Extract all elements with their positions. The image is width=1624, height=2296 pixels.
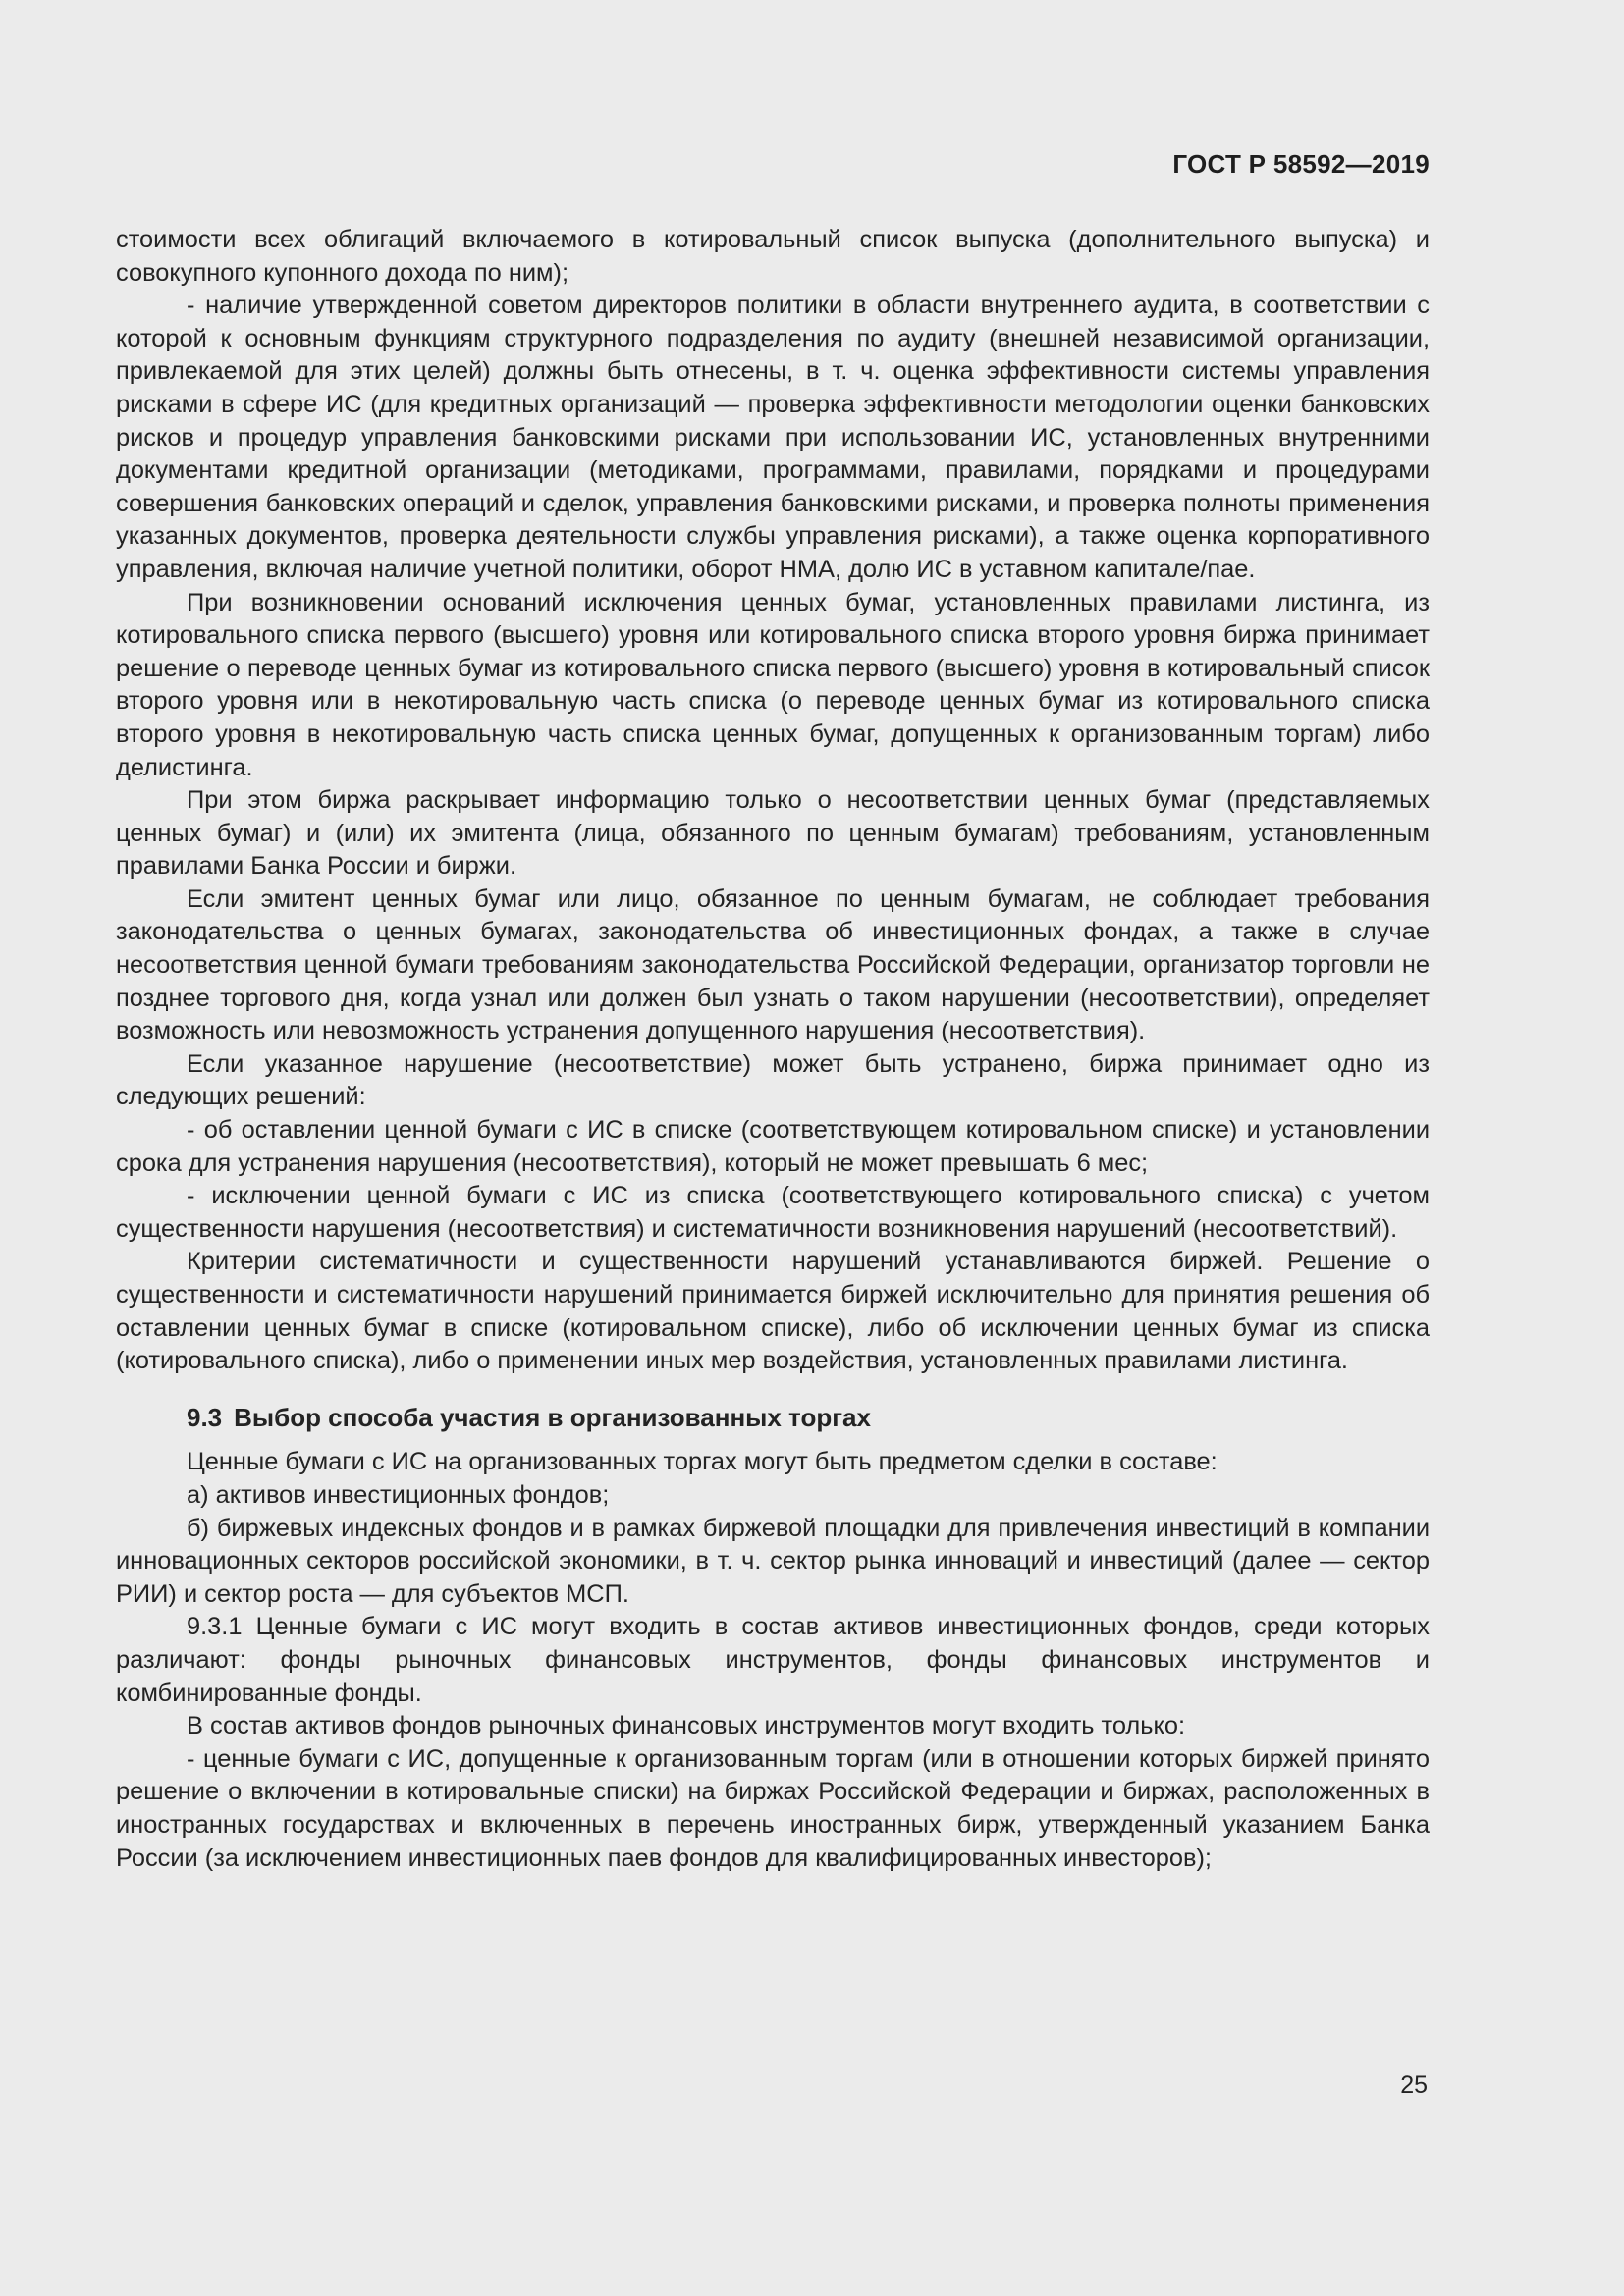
- list-item: - об оставлении ценной бумаги с ИС в списке (соответствующем котировальном списке) и установлении срока для устранения нарушения (несоответствия), который не может превышать 6 мес;: [116, 1116, 1430, 1177]
- list-item: а) активов инвестиционных фондов;: [187, 1480, 610, 1509]
- subsection-paragraph: 9.3.1 Ценные бумаги с ИС могут входить в состав активов инвестиционных фондов, среди которых различают: фонды рыночных финансовых инструментов, фонды финансовых инструментов и комбинированные фонды.: [116, 1613, 1430, 1707]
- paragraph: При возникновении оснований исключения ценных бумаг, установленных правилами листинга, из котировального списка первого (высшего) уровня или котировального списка второго уровня биржа принимает решение о переводе ценных бумаг из котировального списка первого (высшего) уровня в котировальный список второго уровня или в некотировальную часть списка (о переводе ценных бумаг из котировального списка второго уровня в некотировальную часть списка ценных бумаг, допущенных к организованным торгам) либо делистинга.: [116, 588, 1430, 781]
- paragraph: В состав активов фондов рыночных финансовых инструментов могут входить только:: [187, 1712, 1186, 1740]
- section-heading: [187, 1402, 1430, 1435]
- list-item: б) биржевых индексных фондов и в рамках биржевой площадки для привлечения инвестиций в компании инновационных секторов российской экономики, в т. ч. сектор рынка инноваций и инвестиций (далее — сектор РИИ) и сектор роста — для субъектов МСП.: [116, 1514, 1430, 1608]
- document-body: [116, 224, 1430, 1875]
- paragraph: Если эмитент ценных бумаг или лицо, обязанное по ценным бумагам, не соблюдает требования законодательства о ценных бумагах, законодательства об инвестиционных фондах, а также в случае несоответствия ценной бумаги требованиям законодательства Российской Федерации, организатор торговли не позднее торгового дня, когда узнал или должен был узнать о таком нарушении (несоответствии), определяет возможность или невозможность устранения допущенного нарушения (несоответствия).: [116, 884, 1430, 1045]
- paragraph: При этом биржа раскрывает информацию только о несоответствии ценных бумаг (представляемых ценных бумаг) и (или) их эмитента (лица, обязанного по ценным бумагам) требованиям, установленным правилами Банка России и биржи.: [116, 786, 1430, 881]
- paragraph: Критерии систематичности и существенности нарушений устанавливаются биржей. Решение о существенности и систематичности нарушений принимается биржей исключительно для принятия решения об оставлении ценных бумаг в списке (котировальном списке), либо об исключении ценных бумаг из списка (котировального списка), либо о применении иных мер воздействия, установленных правилами листинга.: [116, 1248, 1430, 1375]
- section-title: Выбор способа участия в организованных торгах: [234, 1402, 871, 1432]
- paragraph: - наличие утвержденной советом директоров политики в области внутреннего аудита, в соответствии с которой к основным функциям структурного подразделения по аудиту (внешней независимой организации, привлекаемой для этих целей) должны быть отнесены, в т. ч. оценка эффективности системы управления рисками в сфере ИС (для кредитных организаций — проверка эффективности методологии оценки банковских рисков и процедур управления банковскими рисками при использовании ИС, установленных внутренними документами кредитной организации (методиками, программами, правилами, порядками и процедурами совершения банковских операций и сделок, управления банковскими рисками, и проверка полноты применения указанных документов, проверка деятельности службы управления рисками), а также оценка корпоративного управления, включая наличие учетной политики, оборот НМА, долю ИС в уставном капитале/пае.: [116, 292, 1430, 583]
- paragraph: стоимости всех облигаций включаемого в котировальный список выпуска (дополнительного выпуска) и совокупного купонного дохода по ним);: [116, 226, 1430, 287]
- page-number: 25: [1400, 2071, 1428, 2099]
- paragraph: Ценные бумаги с ИС на организованных торгах могут быть предметом сделки в составе:: [187, 1448, 1218, 1476]
- document-standard-number: ГОСТ Р 58592—2019: [1172, 149, 1430, 179]
- section-number: 9.3: [187, 1402, 223, 1432]
- list-item: - ценные бумаги с ИС, допущенные к организованным торгам (или в отношении которых биржей принято решение о включении в котировальные списки) на биржах Российской Федерации и биржах, расположенных в иностранных государствах и включенных в перечень иностранных бирж, утвержденный указанием Банка России (за исключением инвестиционных паев фондов для квалифицированных инвесторов);: [116, 1744, 1430, 1872]
- list-item: - исключении ценной бумаги с ИС из списка (соответствующего котировального списка) с учетом существенности нарушения (несоответствия) и систематичности возникновения нарушений (несоответствий).: [116, 1182, 1430, 1243]
- paragraph: Если указанное нарушение (несоответствие) может быть устранено, биржа принимает одно из следующих решений:: [116, 1049, 1430, 1111]
